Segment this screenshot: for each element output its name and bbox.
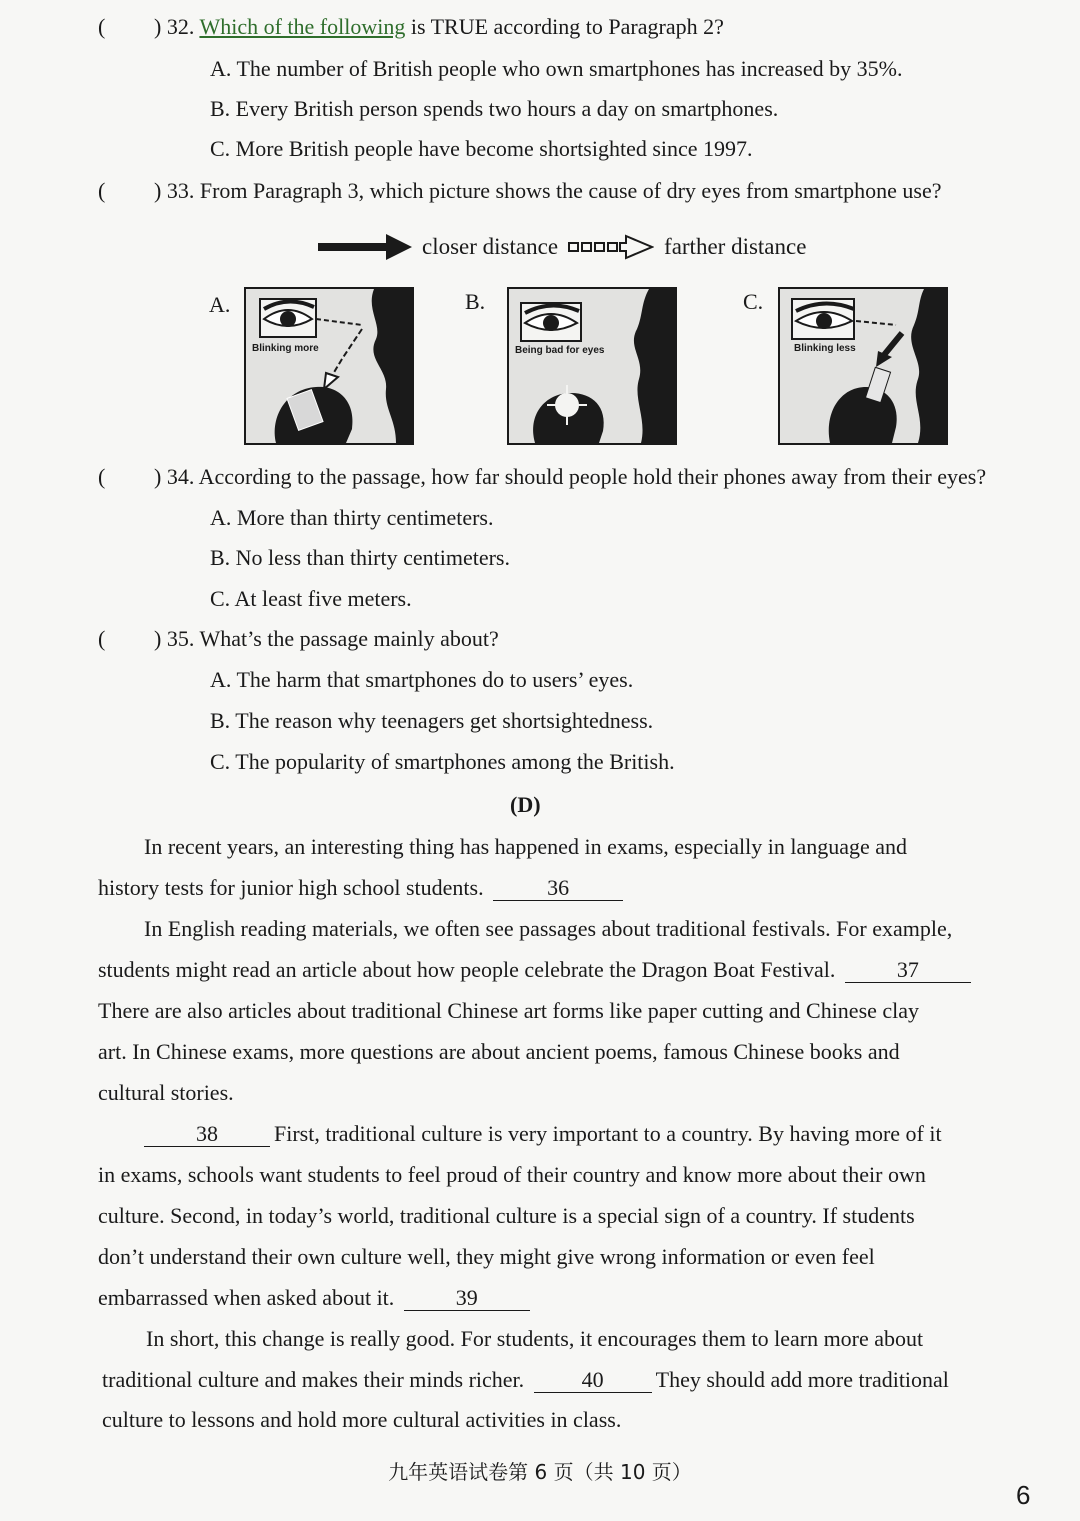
question-33 — [98, 176, 942, 206]
section-title: (D) — [510, 792, 541, 817]
option-35b: B. The reason why teenagers get shortsightedness. — [210, 708, 654, 733]
option-32b: B. Every British person spends two hours a day on smartphones. — [210, 96, 779, 121]
passage-p2-line5: cultural stories. — [98, 1080, 234, 1105]
blank-39: 39 — [404, 1286, 530, 1311]
option-35a: A. The harm that smartphones do to users’ eyes. — [210, 667, 634, 692]
picture-c-caption: Blinking less — [794, 343, 856, 354]
solid-arrow-icon — [318, 234, 412, 260]
question-35 — [98, 624, 499, 654]
passage-p2-line1: In English reading materials, we often see passages about traditional festivals. For example, — [144, 916, 953, 941]
picture-label-c: C. — [743, 289, 764, 314]
passage-p3-line2: in exams, schools want students to feel proud of their country and know more about their own — [98, 1162, 926, 1187]
question-number: 34. — [166, 464, 195, 489]
option-32a: A. The number of British people who own smartphones has increased by 35%. — [210, 56, 903, 81]
answer-paren-open: ( — [98, 14, 106, 39]
eye-phone-illustration-b — [509, 289, 675, 443]
picture-label-b: B. — [465, 289, 486, 314]
picture-b-caption: Being bad for eyes — [515, 345, 605, 356]
passage-p3-line4: don’t understand their own culture well, they might give wrong information or even feel — [98, 1244, 875, 1269]
passage-p2-line4: art. In Chinese exams, more questions are about ancient poems, famous Chinese books and — [98, 1039, 900, 1064]
question-stem: From Paragraph 3, which picture shows the cause of dry eyes from smartphone use? — [199, 178, 942, 203]
legend-closer: closer distance — [422, 234, 559, 259]
option-32c: C. More British people have become shortsighted since 1997. — [210, 136, 753, 161]
page-number: 6 — [1016, 1480, 1031, 1510]
passage-p2-line2 — [98, 955, 960, 985]
passage-p4-line2 — [102, 1365, 964, 1395]
picture-a-caption: Blinking more — [252, 343, 319, 354]
blank-40: 40 — [534, 1368, 652, 1393]
passage-text: traditional culture and makes their minds richer. — [102, 1367, 525, 1392]
answer-paren-open: ( — [98, 178, 106, 203]
answer-paren-open: ( — [98, 626, 106, 651]
answer-paren-close: ) — [154, 178, 162, 203]
picture-a — [244, 287, 414, 445]
passage-text: First, traditional culture is very important to a country. By having more of it — [274, 1121, 942, 1146]
question-number: 35. — [166, 626, 195, 651]
page-footer: 九年英语试卷第 6 页（共 10 页） — [388, 1460, 692, 1484]
blank-37: 37 — [845, 958, 971, 983]
dashed-arrow-icon — [568, 234, 654, 260]
question-stem: is TRUE according to Paragraph 2? — [405, 14, 724, 39]
picture-b — [507, 287, 677, 445]
question-stem-highlight: Which of the following — [199, 14, 406, 39]
question-34 — [98, 462, 986, 492]
blank-38: 38 — [144, 1122, 270, 1147]
picture-label-a: A. — [209, 292, 231, 317]
answer-paren-close: ) — [154, 626, 162, 651]
question-stem: According to the passage, how far should people hold their phones away from their eyes? — [198, 464, 987, 489]
passage-text: They should add more traditional — [655, 1367, 949, 1392]
answer-paren-close: ) — [154, 14, 162, 39]
passage-p4-line1: In short, this change is really good. For students, it encourages them to learn more about — [146, 1326, 924, 1351]
passage-text: students might read an article about how people celebrate the Dragon Boat Festival. — [98, 957, 836, 982]
option-34a: A. More than thirty centimeters. — [210, 505, 494, 530]
passage-text: embarrassed when asked about it. — [98, 1285, 395, 1310]
option-34c: C. At least five meters. — [210, 586, 412, 611]
question-32 — [98, 12, 724, 42]
eye-phone-illustration-c — [780, 289, 946, 443]
passage-text: history tests for junior high school students. — [98, 875, 484, 900]
answer-paren-open: ( — [98, 464, 106, 489]
question-stem: What’s the passage mainly about? — [199, 626, 499, 651]
passage-p3-line5 — [98, 1283, 960, 1313]
option-34b: B. No less than thirty centimeters. — [210, 545, 510, 570]
eye-phone-illustration-a — [246, 289, 412, 443]
blank-36: 36 — [493, 876, 623, 901]
passage-p1-line1: In recent years, an interesting thing has happened in exams, especially in language and — [144, 834, 908, 859]
distance-legend — [318, 230, 816, 264]
passage-p4-line3: culture to lessons and hold more cultural activities in class. — [102, 1407, 622, 1432]
passage-p2-line3: There are also articles about traditional Chinese art forms like paper cutting and Chinese clay — [98, 998, 920, 1023]
passage-p3-line1 — [144, 1119, 958, 1149]
question-number: 33. — [166, 178, 195, 203]
legend-farther: farther distance — [664, 234, 807, 259]
picture-c — [778, 287, 948, 445]
passage-p1-line2 — [98, 873, 960, 903]
question-number: 32. — [166, 14, 195, 39]
answer-paren-close: ) — [154, 464, 162, 489]
option-35c: C. The popularity of smartphones among the British. — [210, 749, 675, 774]
passage-p3-line3: culture. Second, in today’s world, traditional culture is a special sign of a country. If students — [98, 1203, 915, 1228]
